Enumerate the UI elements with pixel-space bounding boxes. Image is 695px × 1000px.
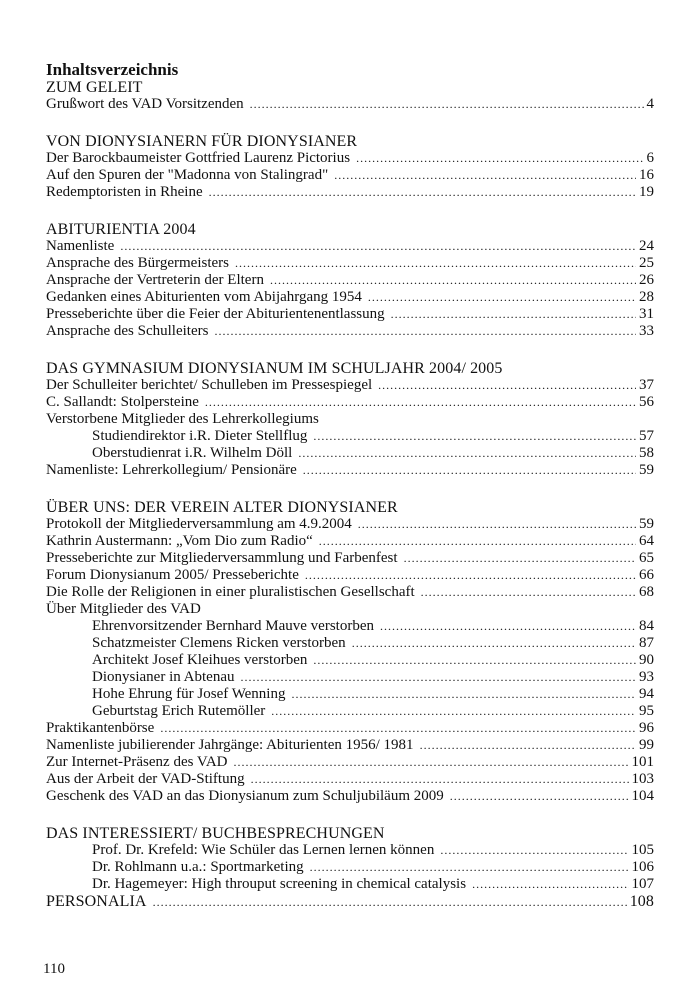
entry-page: 37: [639, 377, 654, 393]
entry-page: 59: [639, 462, 654, 478]
entry-page: 6: [646, 150, 654, 166]
section-heading: ÜBER UNS: DER VEREIN ALTER DIONYSIANER: [46, 499, 398, 516]
table-of-contents: [46, 60, 654, 911]
entry-title: Dr. Hagemeyer: High throuput screening in chemical catalysis: [92, 876, 467, 892]
toc-entry[interactable]: [46, 255, 654, 272]
leader-dots: [160, 720, 636, 737]
entry-page: 107: [631, 876, 654, 892]
toc-entry[interactable]: [46, 428, 654, 445]
section-heading: DAS INTERESSIERT/ BUCHBESPRECHUNGEN: [46, 825, 385, 842]
leader-dots: [153, 894, 627, 911]
toc-entry[interactable]: [46, 584, 654, 601]
entry-page: 57: [639, 428, 654, 444]
leader-dots: [450, 788, 629, 805]
entry-title: Presseberichte über die Feier der Abiturientenentlassung: [46, 306, 385, 322]
toc-entry[interactable]: [46, 445, 654, 462]
entry-page: 25: [639, 255, 654, 271]
leader-dots: [356, 150, 643, 167]
entry-title: Gedanken eines Abiturienten vom Abijahrgang 1954: [46, 289, 362, 305]
entry-page: 108: [629, 893, 654, 910]
leader-dots: [380, 618, 636, 635]
entry-page: 31: [639, 306, 654, 322]
entry-title: Grußwort des VAD Vorsitzenden: [46, 96, 244, 112]
leader-dots: [352, 635, 636, 652]
leader-dots: [310, 859, 629, 876]
entry-title: Aus der Arbeit der VAD-Stiftung: [46, 771, 245, 787]
entry-page: 104: [631, 788, 654, 804]
entry-title: Prof. Dr. Krefeld: Wie Schüler das Lernen lernen können: [92, 842, 435, 858]
toc-entry[interactable]: [46, 289, 654, 306]
leader-dots: [235, 255, 636, 272]
entry-title: Redemptoristen in Rheine: [46, 184, 203, 200]
toc-entry[interactable]: [46, 842, 654, 859]
leader-dots: [270, 272, 636, 289]
entry-page: 106: [631, 859, 654, 875]
leader-dots: [240, 669, 636, 686]
leader-dots: [420, 737, 636, 754]
leader-dots: [291, 686, 636, 703]
leader-dots: [404, 550, 636, 567]
entry-title: Presseberichte zur Mitgliederversammlung und Farbenfest: [46, 550, 398, 566]
toc-entry[interactable]: [46, 150, 654, 167]
entry-title: Forum Dionysianum 2005/ Presseberichte: [46, 567, 299, 583]
leader-dots: [391, 306, 636, 323]
entry-page: 59: [639, 516, 654, 532]
entry-title: Ansprache des Schulleiters: [46, 323, 209, 339]
section-heading: DAS GYMNASIUM DIONYSIANUM IM SCHULJAHR 2004/ 2005: [46, 360, 503, 377]
page-number: 110: [43, 961, 65, 977]
entry-page: 95: [639, 703, 654, 719]
leader-dots: [334, 167, 636, 184]
toc-entry[interactable]: [46, 686, 654, 703]
leader-dots: [233, 754, 628, 771]
entry-page: 101: [631, 754, 654, 770]
toc-entry[interactable]: [46, 635, 654, 652]
toc-entry[interactable]: [46, 737, 654, 754]
entry-page: 4: [646, 96, 654, 112]
entry-title: Dr. Rohlmann u.a.: Sportmarketing: [92, 859, 304, 875]
entry-title: Ansprache des Bürgermeisters: [46, 255, 230, 271]
leader-dots: [214, 323, 636, 340]
entry-page: 19: [639, 184, 654, 200]
toc-entry[interactable]: [46, 893, 654, 911]
entry-page: 84: [639, 618, 654, 634]
section-heading: PERSONALIA: [46, 893, 147, 910]
entry-page: 103: [631, 771, 654, 787]
leader-dots: [421, 584, 636, 601]
leader-dots: [298, 445, 636, 462]
toc-entry[interactable]: [46, 238, 654, 255]
leader-dots: [368, 289, 636, 306]
section-heading: VON DIONYSIANERN FÜR DIONYSIANER: [46, 133, 358, 150]
leader-dots: [250, 96, 644, 113]
toc-entry[interactable]: [46, 859, 654, 876]
entry-title: Praktikantenbörse: [46, 720, 155, 736]
toc-entry[interactable]: [46, 754, 654, 771]
toc-entry[interactable]: [46, 652, 654, 669]
entry-title: Dionysianer in Abtenau: [92, 669, 235, 685]
toc-entry[interactable]: [46, 703, 654, 720]
entry-title: Schatzmeister Clemens Ricken verstorben: [92, 635, 346, 651]
toc-entry[interactable]: [46, 720, 654, 737]
leader-dots: [209, 184, 636, 201]
toc-subheading: Über Mitglieder des VAD: [46, 601, 201, 617]
toc-entry[interactable]: [46, 771, 654, 788]
toc-entry[interactable]: [46, 394, 654, 411]
entry-title: Die Rolle der Religionen in einer pluralistischen Gesellschaft: [46, 584, 415, 600]
entry-page: 33: [639, 323, 654, 339]
leader-dots: [120, 238, 636, 255]
entry-page: 94: [639, 686, 654, 702]
entry-page: 64: [639, 533, 654, 549]
leader-dots: [305, 567, 636, 584]
entry-title: Hohe Ehrung für Josef Wenning: [92, 686, 286, 702]
entry-title: Auf den Spuren der "Madonna von Stalingrad": [46, 167, 329, 183]
toc-entry[interactable]: [46, 533, 654, 550]
toc-entry[interactable]: [46, 876, 654, 893]
leader-dots: [358, 516, 636, 533]
entry-page: 26: [639, 272, 654, 288]
leader-dots: [472, 876, 628, 893]
section-heading: ZUM GELEIT: [46, 79, 143, 96]
toc-entry[interactable]: [46, 306, 654, 323]
entry-page: 16: [639, 167, 654, 183]
leader-dots: [303, 462, 636, 479]
entry-page: 90: [639, 652, 654, 668]
entry-title: Geburtstag Erich Rutemöller: [92, 703, 266, 719]
entry-title: Namenliste: Lehrerkollegium/ Pensionäre: [46, 462, 297, 478]
toc-subheading: Verstorbene Mitglieder des Lehrerkollegiums: [46, 411, 319, 427]
entry-title: Kathrin Austermann: „Vom Dio zum Radio“: [46, 533, 313, 549]
leader-dots: [440, 842, 628, 859]
toc-entry[interactable]: [46, 96, 654, 113]
leader-dots: [271, 703, 636, 720]
entry-title: Ehrenvorsitzender Bernhard Mauve verstorben: [92, 618, 374, 634]
entry-title: Architekt Josef Kleihues verstorben: [92, 652, 308, 668]
entry-title: Zur Internet-Präsenz des VAD: [46, 754, 228, 770]
leader-dots: [313, 652, 636, 669]
toc-entry[interactable]: [46, 272, 654, 289]
entry-title: Studiendirektor i.R. Dieter Stellflug: [92, 428, 308, 444]
entry-title: Ansprache der Vertreterin der Eltern: [46, 272, 264, 288]
toc-entry[interactable]: [46, 184, 654, 201]
entry-page: 68: [639, 584, 654, 600]
entry-page: 99: [639, 737, 654, 753]
toc-entry[interactable]: [46, 167, 654, 184]
toc-entry[interactable]: [46, 550, 654, 567]
leader-dots: [205, 394, 636, 411]
entry-page: 96: [639, 720, 654, 736]
toc-title: Inhaltsverzeichnis: [46, 60, 179, 79]
toc-entry[interactable]: [46, 377, 654, 394]
entry-page: 24: [639, 238, 654, 254]
entry-title: C. Sallandt: Stolpersteine: [46, 394, 199, 410]
entry-title: Der Schulleiter berichtet/ Schulleben im Pressespiegel: [46, 377, 373, 393]
entry-page: 87: [639, 635, 654, 651]
entry-title: Geschenk des VAD an das Dionysianum zum Schuljubiläum 2009: [46, 788, 444, 804]
entry-title: Namenliste jubilierender Jahrgänge: Abiturienten 1956/ 1981: [46, 737, 414, 753]
section-heading: ABITURIENTIA 2004: [46, 221, 196, 238]
entry-title: Namenliste: [46, 238, 115, 254]
toc-entry[interactable]: [46, 669, 654, 686]
entry-title: Oberstudienrat i.R. Wilhelm Döll: [92, 445, 293, 461]
toc-entry[interactable]: [46, 323, 654, 340]
entry-page: 65: [639, 550, 654, 566]
toc-entry[interactable]: [46, 462, 654, 479]
toc-entry[interactable]: [46, 618, 654, 635]
entry-title: Protokoll der Mitgliederversammlung am 4.9.2004: [46, 516, 352, 532]
entry-page: 66: [639, 567, 654, 583]
entry-page: 105: [631, 842, 654, 858]
entry-page: 56: [639, 394, 654, 410]
entry-page: 58: [639, 445, 654, 461]
leader-dots: [313, 428, 636, 445]
toc-entry[interactable]: [46, 788, 654, 805]
entry-page: 28: [639, 289, 654, 305]
leader-dots: [378, 377, 636, 394]
toc-entry[interactable]: [46, 516, 654, 533]
leader-dots: [251, 771, 629, 788]
entry-page: 93: [639, 669, 654, 685]
entry-title: Der Barockbaumeister Gottfried Laurenz Pictorius: [46, 150, 351, 166]
leader-dots: [319, 533, 636, 550]
toc-entry[interactable]: [46, 567, 654, 584]
